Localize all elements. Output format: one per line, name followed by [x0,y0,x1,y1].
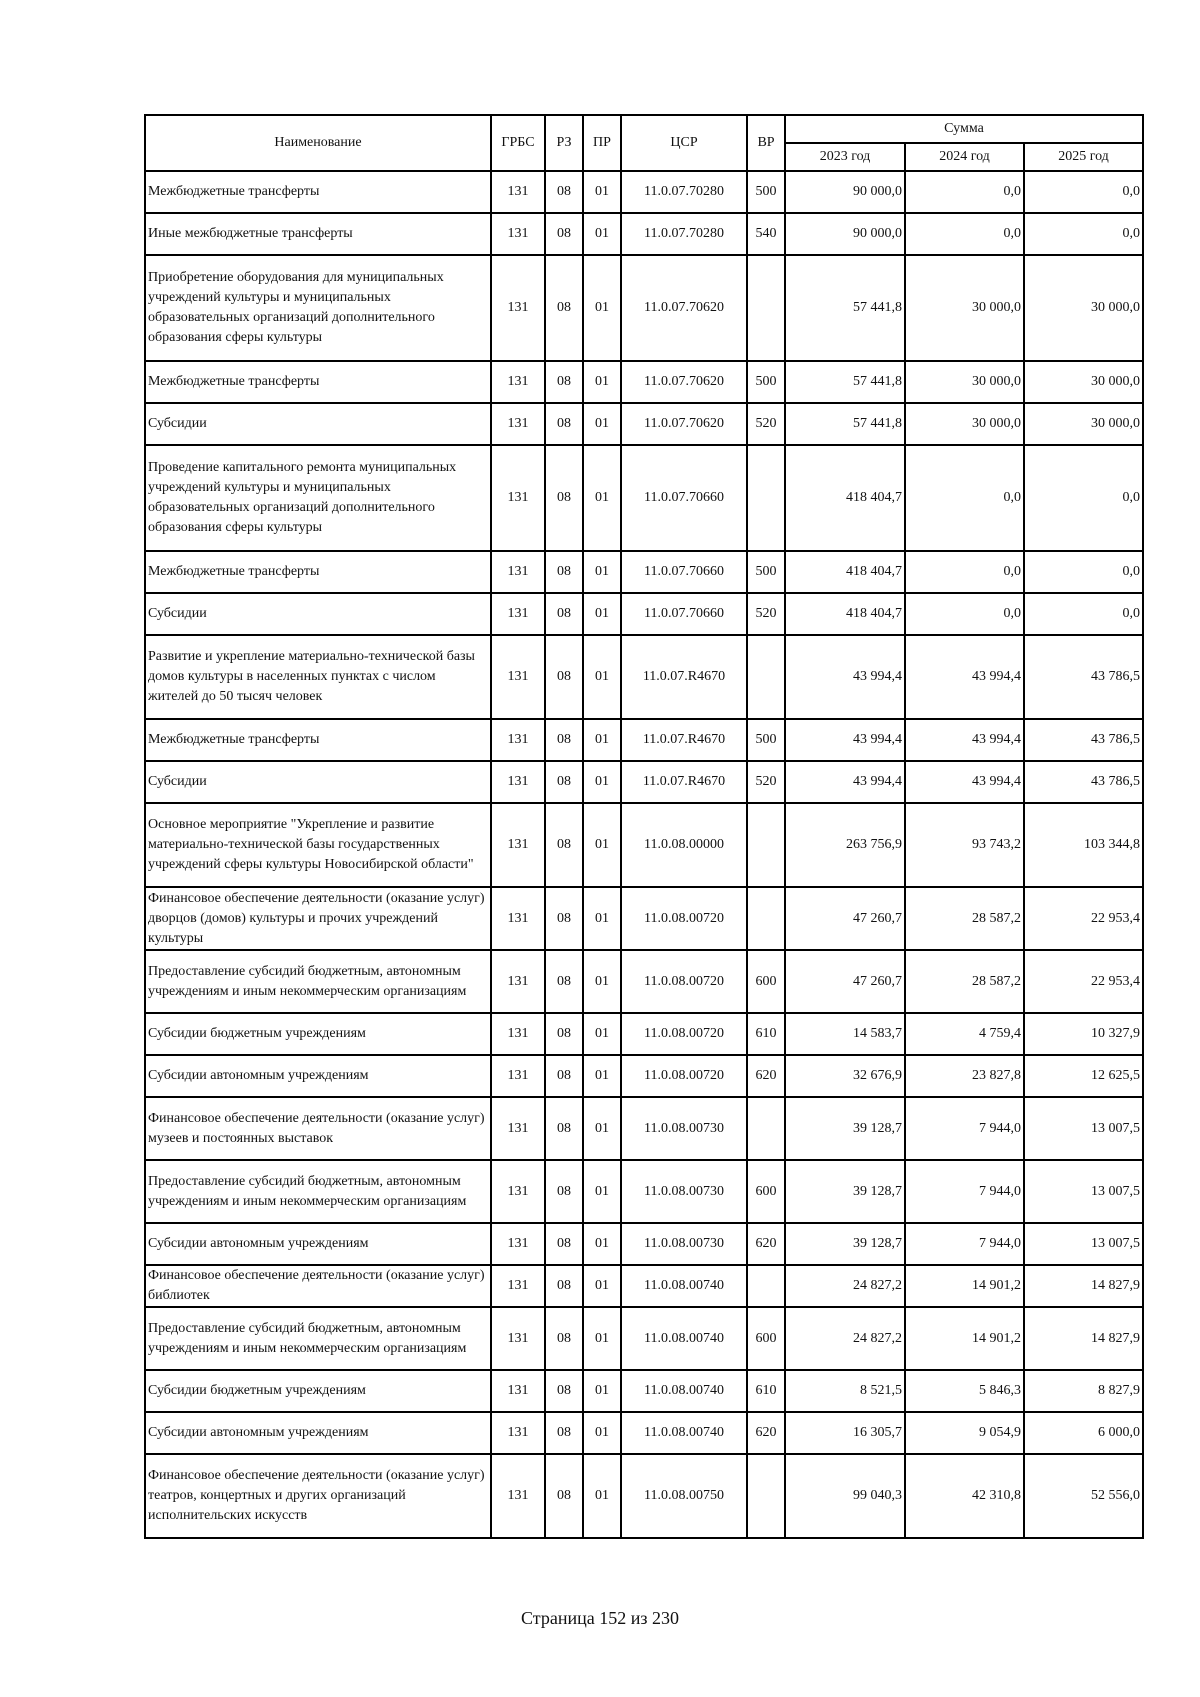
cell-pr: 01 [583,255,621,361]
cell-rz: 08 [545,1454,583,1538]
cell-s2025: 0,0 [1024,551,1143,593]
table-row [145,1265,1143,1307]
cell-pr: 01 [583,950,621,1013]
cell-grbs: 131 [491,1412,545,1454]
cell-name: Предоставление субсидий бюджетным, автономным учреждениям и иным некоммерческим организациям [145,1160,491,1223]
cell-s2023: 39 128,7 [785,1160,905,1223]
cell-pr: 01 [583,761,621,803]
cell-grbs: 131 [491,635,545,719]
header-year-2025: 2025 год [1024,143,1143,171]
cell-s2025: 14 827,9 [1024,1265,1143,1307]
cell-pr: 01 [583,1097,621,1160]
cell-s2025: 30 000,0 [1024,255,1143,361]
cell-name: Субсидии бюджетным учреждениям [145,1013,491,1055]
cell-csr: 11.0.07.70660 [621,445,747,551]
header-pr: ПР [583,115,621,171]
table-row [145,1223,1143,1265]
table-row [145,551,1143,593]
cell-s2023: 14 583,7 [785,1013,905,1055]
cell-rz: 08 [545,1265,583,1307]
table-row [145,1454,1143,1538]
cell-rz: 08 [545,403,583,445]
cell-s2023: 16 305,7 [785,1412,905,1454]
cell-s2023: 43 994,4 [785,719,905,761]
cell-pr: 01 [583,1307,621,1370]
cell-s2025: 13 007,5 [1024,1223,1143,1265]
cell-name: Основное мероприятие "Укрепление и развитие материально-технической базы государственных учреждений сферы культуры Новосибирской области" [145,803,491,887]
cell-s2025: 30 000,0 [1024,361,1143,403]
cell-pr: 01 [583,887,621,950]
cell-s2023: 32 676,9 [785,1055,905,1097]
cell-rz: 08 [545,1223,583,1265]
cell-s2023: 418 404,7 [785,593,905,635]
cell-s2023: 39 128,7 [785,1223,905,1265]
cell-name: Межбюджетные трансферты [145,719,491,761]
cell-rz: 08 [545,1307,583,1370]
cell-rz: 08 [545,1013,583,1055]
cell-s2023: 47 260,7 [785,887,905,950]
cell-s2025: 0,0 [1024,171,1143,213]
table-row [145,1370,1143,1412]
budget-table [144,114,1144,1539]
cell-name: Субсидии [145,761,491,803]
cell-csr: 11.0.08.00000 [621,803,747,887]
cell-grbs: 131 [491,1370,545,1412]
cell-pr: 01 [583,1160,621,1223]
cell-s2024: 14 901,2 [905,1307,1024,1370]
cell-csr: 11.0.07.70280 [621,213,747,255]
cell-csr: 11.0.08.00720 [621,887,747,950]
cell-name: Межбюджетные трансферты [145,171,491,213]
table-row [145,950,1143,1013]
cell-s2023: 39 128,7 [785,1097,905,1160]
cell-pr: 01 [583,635,621,719]
cell-pr: 01 [583,171,621,213]
cell-csr: 11.0.07.70280 [621,171,747,213]
header-sum: Сумма [785,115,1143,143]
cell-s2023: 57 441,8 [785,361,905,403]
cell-vr: 600 [747,1307,785,1370]
cell-s2023: 57 441,8 [785,403,905,445]
cell-vr: 500 [747,361,785,403]
cell-csr: 11.0.08.00720 [621,1013,747,1055]
table-row [145,1055,1143,1097]
cell-grbs: 131 [491,719,545,761]
cell-csr: 11.0.08.00720 [621,1055,747,1097]
cell-name: Финансовое обеспечение деятельности (оказание услуг) музеев и постоянных выставок [145,1097,491,1160]
table-row [145,593,1143,635]
table-row [145,1412,1143,1454]
cell-vr [747,635,785,719]
table-row [145,803,1143,887]
cell-csr: 11.0.07.R4670 [621,719,747,761]
cell-name: Проведение капитального ремонта муниципальных учреждений культуры и муниципальных образовательных организаций дополнительного образования сферы культуры [145,445,491,551]
cell-s2023: 418 404,7 [785,551,905,593]
cell-pr: 01 [583,551,621,593]
header-vr: ВР [747,115,785,171]
cell-grbs: 131 [491,171,545,213]
cell-vr: 520 [747,761,785,803]
cell-s2024: 7 944,0 [905,1097,1024,1160]
table-row [145,361,1143,403]
cell-name: Субсидии [145,403,491,445]
cell-s2024: 43 994,4 [905,761,1024,803]
cell-pr: 01 [583,1055,621,1097]
table-row [145,1307,1143,1370]
cell-vr: 600 [747,950,785,1013]
cell-csr: 11.0.07.R4670 [621,761,747,803]
table-row [145,1013,1143,1055]
cell-grbs: 131 [491,950,545,1013]
table-row [145,1097,1143,1160]
cell-rz: 08 [545,950,583,1013]
cell-s2025: 8 827,9 [1024,1370,1143,1412]
cell-name: Субсидии автономным учреждениям [145,1223,491,1265]
cell-vr: 520 [747,593,785,635]
cell-s2024: 7 944,0 [905,1160,1024,1223]
header-csr: ЦСР [621,115,747,171]
budget-table-container [144,114,1142,1539]
cell-s2024: 43 994,4 [905,719,1024,761]
header-year-2023: 2023 год [785,143,905,171]
page-number: Страница 152 из 230 [521,1608,679,1628]
cell-grbs: 131 [491,445,545,551]
cell-vr [747,803,785,887]
cell-csr: 11.0.08.00720 [621,950,747,1013]
cell-grbs: 131 [491,1307,545,1370]
cell-s2025: 103 344,8 [1024,803,1143,887]
cell-vr: 500 [747,719,785,761]
cell-vr [747,255,785,361]
cell-vr: 600 [747,1160,785,1223]
cell-csr: 11.0.08.00740 [621,1412,747,1454]
cell-rz: 08 [545,761,583,803]
cell-grbs: 131 [491,887,545,950]
cell-s2024: 28 587,2 [905,887,1024,950]
cell-s2024: 28 587,2 [905,950,1024,1013]
header-name: Наименование [145,115,491,171]
cell-s2025: 43 786,5 [1024,719,1143,761]
cell-name: Развитие и укрепление материально-технической базы домов культуры в населенных пунктах с числом жителей до 50 тысяч человек [145,635,491,719]
cell-s2023: 24 827,2 [785,1307,905,1370]
cell-pr: 01 [583,1412,621,1454]
cell-vr: 620 [747,1412,785,1454]
cell-s2025: 22 953,4 [1024,887,1143,950]
table-row [145,761,1143,803]
cell-name: Предоставление субсидий бюджетным, автономным учреждениям и иным некоммерческим организациям [145,1307,491,1370]
table-row [145,887,1143,950]
cell-vr: 520 [747,403,785,445]
cell-s2024: 30 000,0 [905,255,1024,361]
cell-rz: 08 [545,803,583,887]
cell-vr: 540 [747,213,785,255]
cell-name: Межбюджетные трансферты [145,551,491,593]
cell-csr: 11.0.07.R4670 [621,635,747,719]
cell-s2024: 0,0 [905,551,1024,593]
cell-s2024: 5 846,3 [905,1370,1024,1412]
cell-s2024: 30 000,0 [905,361,1024,403]
cell-vr: 500 [747,171,785,213]
cell-rz: 08 [545,593,583,635]
cell-s2024: 9 054,9 [905,1412,1024,1454]
cell-csr: 11.0.07.70620 [621,255,747,361]
cell-csr: 11.0.07.70660 [621,551,747,593]
cell-name: Субсидии бюджетным учреждениям [145,1370,491,1412]
cell-s2023: 418 404,7 [785,445,905,551]
cell-vr: 610 [747,1013,785,1055]
cell-name: Субсидии автономным учреждениям [145,1412,491,1454]
cell-pr: 01 [583,719,621,761]
cell-vr: 610 [747,1370,785,1412]
cell-s2023: 90 000,0 [785,213,905,255]
cell-s2025: 13 007,5 [1024,1160,1143,1223]
cell-csr: 11.0.07.70660 [621,593,747,635]
table-row [145,445,1143,551]
cell-name: Субсидии [145,593,491,635]
cell-name: Приобретение оборудования для муниципальных учреждений культуры и муниципальных образовательных организаций дополнительного образования сферы культуры [145,255,491,361]
cell-grbs: 131 [491,1097,545,1160]
cell-s2025: 0,0 [1024,445,1143,551]
header-grbs: ГРБС [491,115,545,171]
cell-pr: 01 [583,1265,621,1307]
cell-s2024: 30 000,0 [905,403,1024,445]
cell-grbs: 131 [491,1055,545,1097]
cell-vr [747,887,785,950]
table-row [145,255,1143,361]
cell-pr: 01 [583,1013,621,1055]
cell-pr: 01 [583,1223,621,1265]
cell-pr: 01 [583,803,621,887]
cell-s2024: 23 827,8 [905,1055,1024,1097]
cell-s2025: 14 827,9 [1024,1307,1143,1370]
cell-s2024: 42 310,8 [905,1454,1024,1538]
cell-s2023: 24 827,2 [785,1265,905,1307]
cell-pr: 01 [583,403,621,445]
cell-s2024: 0,0 [905,213,1024,255]
cell-s2025: 6 000,0 [1024,1412,1143,1454]
table-row [145,403,1143,445]
cell-name: Предоставление субсидий бюджетным, автономным учреждениям и иным некоммерческим организациям [145,950,491,1013]
cell-s2024: 93 743,2 [905,803,1024,887]
cell-pr: 01 [583,361,621,403]
cell-rz: 08 [545,635,583,719]
cell-vr [747,1265,785,1307]
table-row [145,1160,1143,1223]
cell-vr: 500 [747,551,785,593]
cell-grbs: 131 [491,213,545,255]
cell-pr: 01 [583,1370,621,1412]
cell-s2023: 90 000,0 [785,171,905,213]
cell-s2025: 10 327,9 [1024,1013,1143,1055]
cell-grbs: 131 [491,551,545,593]
cell-grbs: 131 [491,761,545,803]
cell-s2024: 0,0 [905,171,1024,213]
cell-grbs: 131 [491,1223,545,1265]
cell-grbs: 131 [491,1160,545,1223]
cell-name: Финансовое обеспечение деятельности (оказание услуг) дворцов (домов) культуры и прочих учреждений культуры [145,887,491,950]
cell-csr: 11.0.08.00740 [621,1307,747,1370]
header-year-2024: 2024 год [905,143,1024,171]
cell-rz: 08 [545,171,583,213]
cell-rz: 08 [545,1055,583,1097]
cell-csr: 11.0.08.00740 [621,1370,747,1412]
cell-s2025: 43 786,5 [1024,635,1143,719]
cell-s2023: 47 260,7 [785,950,905,1013]
cell-s2024: 4 759,4 [905,1013,1024,1055]
cell-rz: 08 [545,719,583,761]
cell-s2023: 263 756,9 [785,803,905,887]
cell-s2025: 0,0 [1024,213,1143,255]
cell-rz: 08 [545,887,583,950]
cell-s2023: 8 521,5 [785,1370,905,1412]
cell-vr: 620 [747,1223,785,1265]
cell-pr: 01 [583,1454,621,1538]
cell-vr [747,445,785,551]
cell-grbs: 131 [491,1013,545,1055]
cell-name: Субсидии автономным учреждениям [145,1055,491,1097]
cell-rz: 08 [545,1412,583,1454]
table-row [145,719,1143,761]
cell-s2023: 99 040,3 [785,1454,905,1538]
cell-rz: 08 [545,361,583,403]
cell-vr [747,1097,785,1160]
cell-csr: 11.0.07.70620 [621,361,747,403]
cell-name: Иные межбюджетные трансферты [145,213,491,255]
cell-s2025: 12 625,5 [1024,1055,1143,1097]
cell-rz: 08 [545,213,583,255]
cell-grbs: 131 [491,593,545,635]
table-row [145,635,1143,719]
cell-s2024: 0,0 [905,593,1024,635]
cell-grbs: 131 [491,403,545,445]
cell-grbs: 131 [491,1454,545,1538]
cell-pr: 01 [583,445,621,551]
table-body [145,171,1143,1538]
cell-rz: 08 [545,1160,583,1223]
cell-csr: 11.0.08.00730 [621,1223,747,1265]
cell-s2023: 43 994,4 [785,635,905,719]
cell-csr: 11.0.07.70620 [621,403,747,445]
cell-rz: 08 [545,551,583,593]
cell-csr: 11.0.08.00730 [621,1160,747,1223]
table-row [145,171,1143,213]
cell-rz: 08 [545,255,583,361]
cell-grbs: 131 [491,803,545,887]
cell-pr: 01 [583,213,621,255]
cell-s2024: 7 944,0 [905,1223,1024,1265]
cell-s2024: 14 901,2 [905,1265,1024,1307]
cell-name: Финансовое обеспечение деятельности (оказание услуг) библиотек [145,1265,491,1307]
cell-csr: 11.0.08.00740 [621,1265,747,1307]
cell-pr: 01 [583,593,621,635]
cell-rz: 08 [545,1097,583,1160]
cell-s2023: 57 441,8 [785,255,905,361]
cell-rz: 08 [545,445,583,551]
cell-name: Межбюджетные трансферты [145,361,491,403]
cell-name: Финансовое обеспечение деятельности (оказание услуг) театров, концертных и других организаций исполнительских искусств [145,1454,491,1538]
cell-s2025: 22 953,4 [1024,950,1143,1013]
cell-csr: 11.0.08.00730 [621,1097,747,1160]
cell-vr [747,1454,785,1538]
cell-csr: 11.0.08.00750 [621,1454,747,1538]
cell-grbs: 131 [491,255,545,361]
cell-s2023: 43 994,4 [785,761,905,803]
cell-vr: 620 [747,1055,785,1097]
cell-s2025: 52 556,0 [1024,1454,1143,1538]
cell-s2025: 30 000,0 [1024,403,1143,445]
cell-rz: 08 [545,1370,583,1412]
cell-grbs: 131 [491,1265,545,1307]
cell-s2025: 13 007,5 [1024,1097,1143,1160]
cell-s2025: 0,0 [1024,593,1143,635]
table-row [145,213,1143,255]
cell-s2025: 43 786,5 [1024,761,1143,803]
header-rz: РЗ [545,115,583,171]
cell-s2024: 0,0 [905,445,1024,551]
cell-grbs: 131 [491,361,545,403]
cell-s2024: 43 994,4 [905,635,1024,719]
